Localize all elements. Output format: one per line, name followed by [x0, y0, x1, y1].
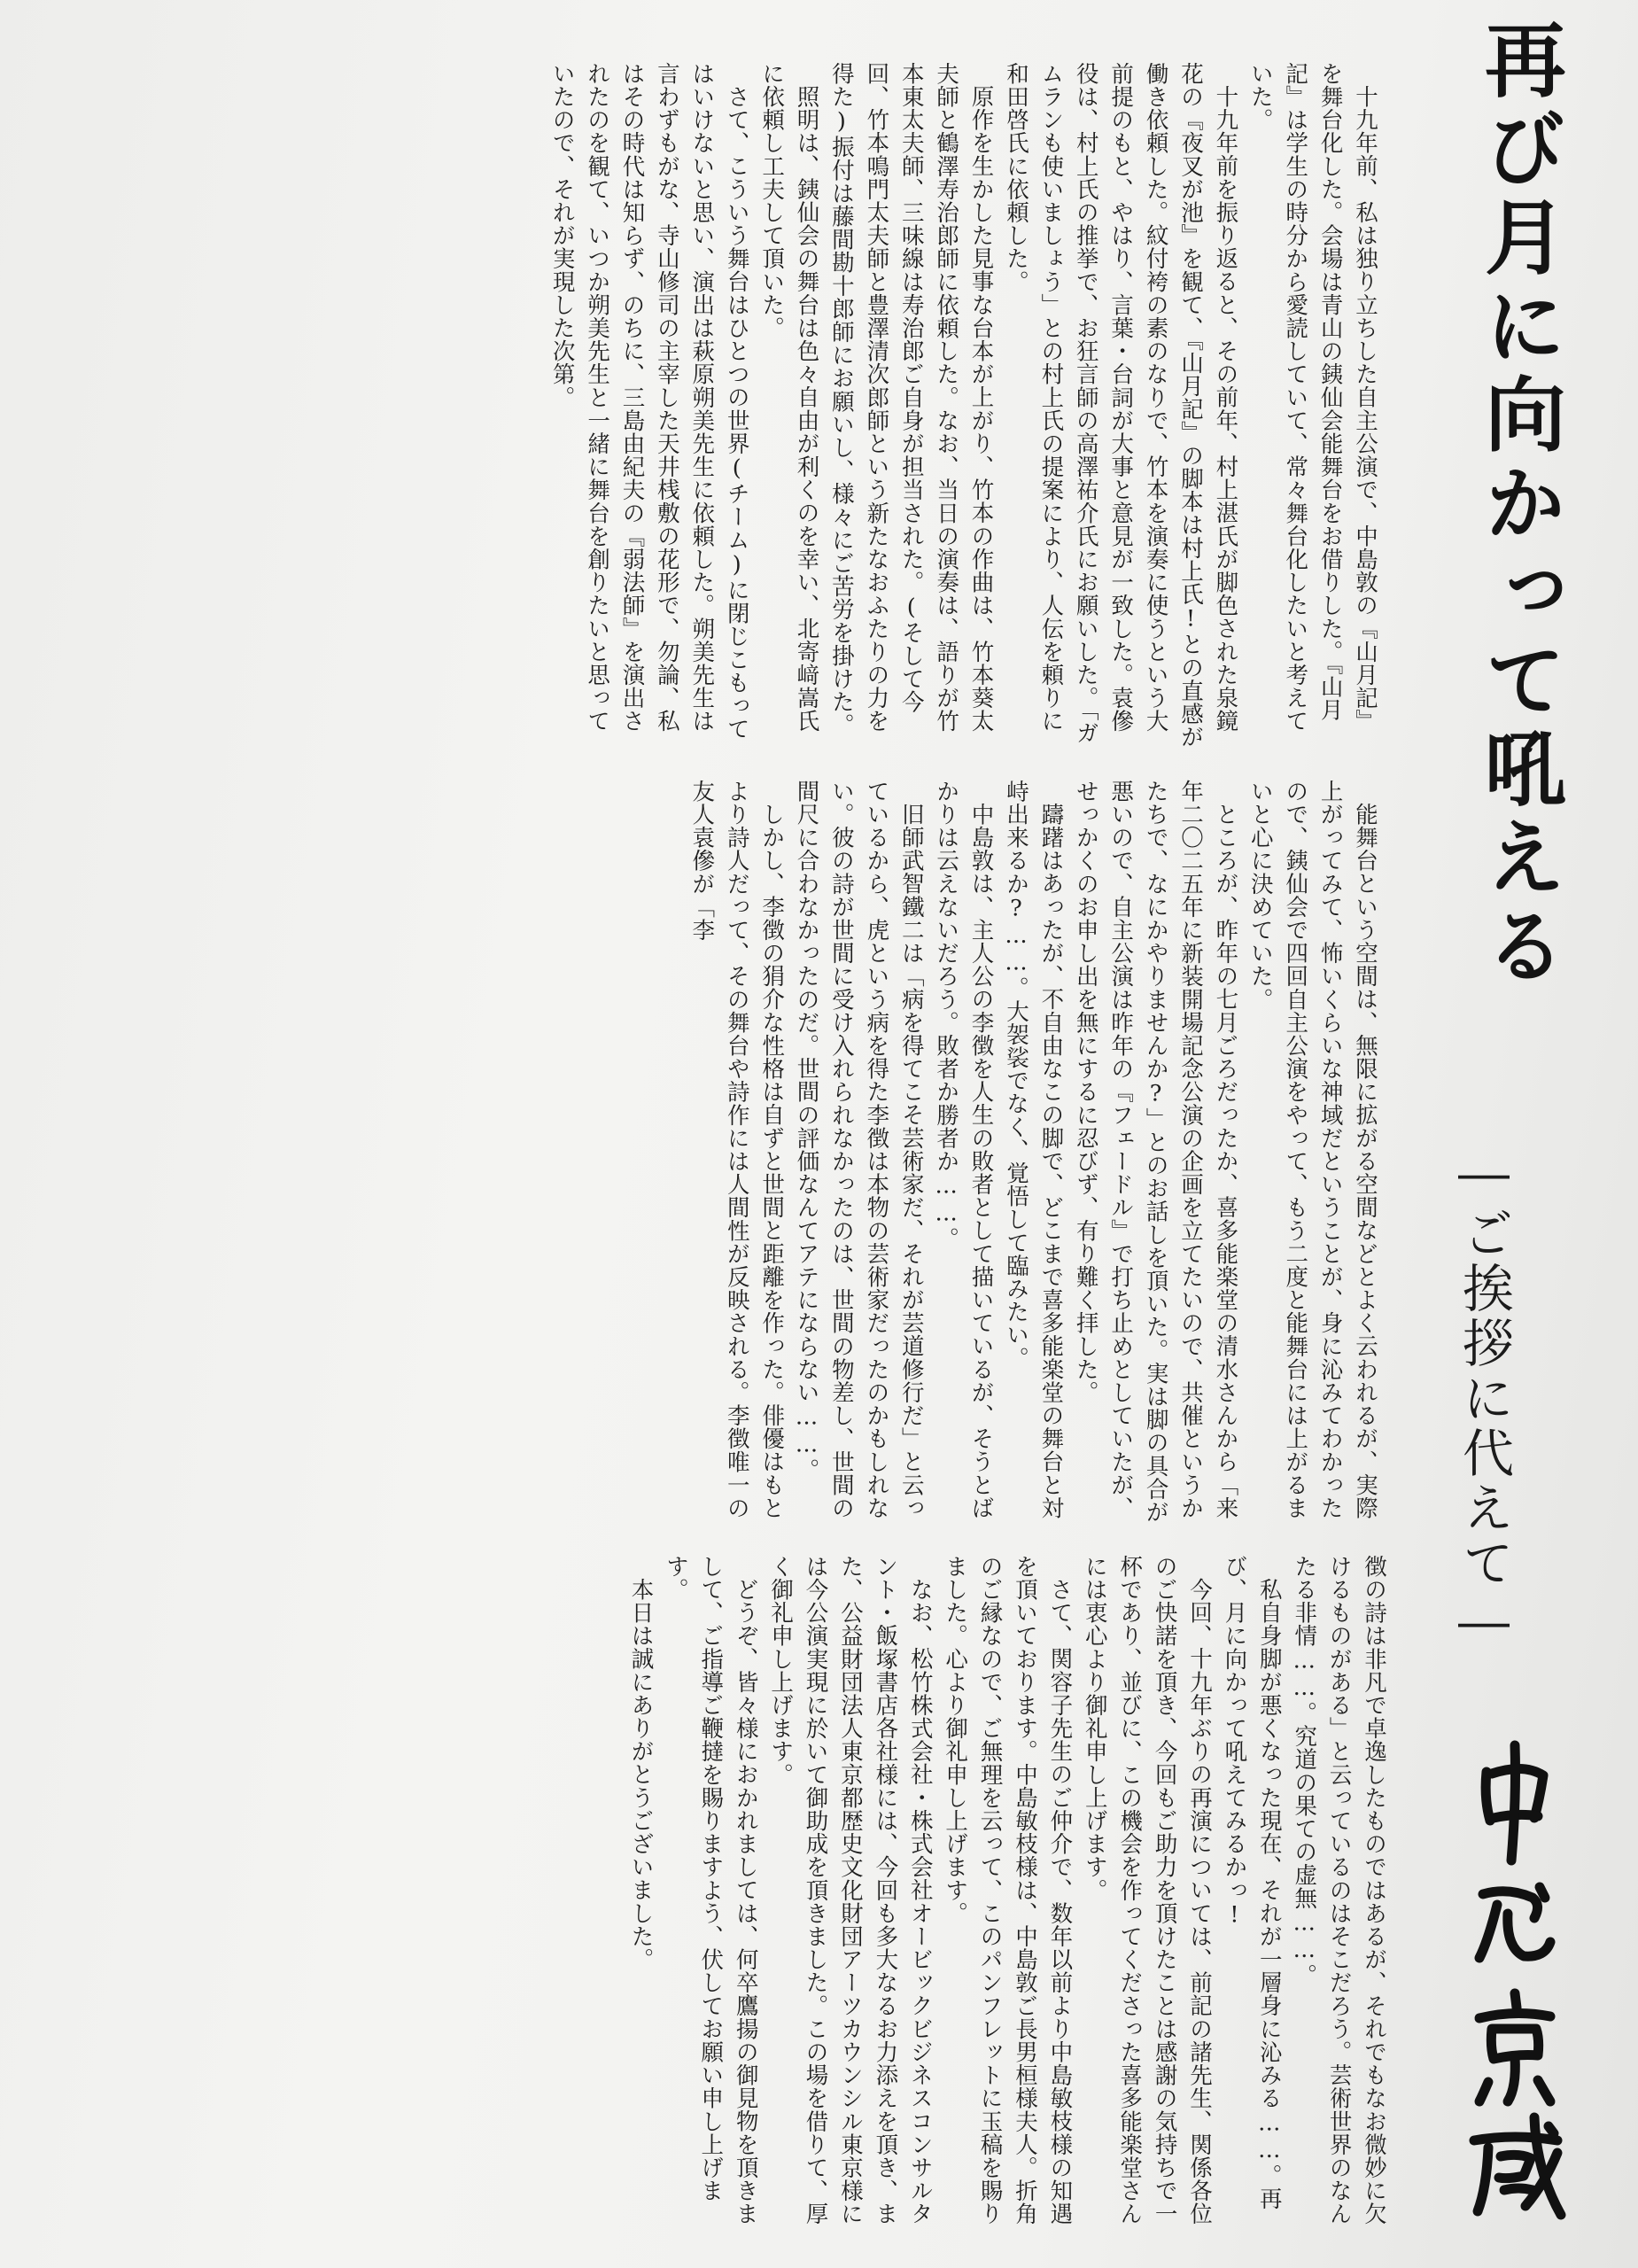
paragraph: 十九年前を振り返ると、その前年、村上湛氏が脚色された泉鏡花の『夜叉が池』を観て、『山月記』の脚本は村上氏!との直感が働き依頼した。紋付袴の素のなりで、竹本を演奏に使うという大前提のもと、やはり、言葉・台詞が大事と意見が一致した。袁傪役は、村上氏の推挙で、お狂言師の高澤祐介氏にお願いした。「ガムランも使いましょう」との村上氏の提案により、人伝を頼りに和田啓氏に依頼した。 — [1002, 62, 1239, 749]
essay-text-top-tier — [62, 62, 1382, 753]
paragraph: 照明は、銕仙会の舞台は色々自由が利くのを幸い、北寄﨑嵩氏に依頼し工夫して頂いた。 — [758, 62, 820, 733]
paragraph: 能舞台という空間は、無限に拡がる空間などとよく云われるが、実際上がってみて、怖いくらいな神域だということが、身に沁みてわかったので、銕仙会で四回自主公演をやって、もう二度と能舞台には上がるまいと心に決めていた。 — [1246, 780, 1378, 1520]
paragraph: 原作を生かした見事な台本が上がり、竹本の作曲は、竹本葵太夫師と鶴澤寿治郎師に依頼した。なお、当日の演奏は、語りが竹本東太夫師、三味線は寿治郎ご自身が担当された。(そして今回、竹本鳴門太夫師と豊澤清次郎師という新たなおふたりの力を得た)振付は藤間勘十郎師にお願いし、様々にご苦労を掛けた。 — [827, 62, 995, 737]
essay-title: 再び月に向かって吼える — [1471, 18, 1567, 992]
essay-text-middle-tier — [62, 780, 1382, 1533]
paragraph: ところが、昨年の七月ごろだったか、喜多能楽堂の清水さんから「来年二〇二五年に新装開場記念公演の企画を立てたいので、共催というかたちで、なにかやりませんか?」とのお話しを頂いた。実は脚の具合が悪いので、自主公演は昨年の『フェードル』で打ち止めとしていたが、せっかくのお申し出を無にするに忍びず、有り難く拝した。 — [1072, 780, 1239, 1524]
paragraph: 今回、十九年ぶりの再演については、前記の諸先生、関係各位のご快諾を頂き、今回もご助力を頂けたことは感謝の気持ちで一杯であり、並びに、この機会を作ってくださった喜多能楽堂さんには衷心より御礼申し上げます。 — [1081, 1555, 1213, 2225]
paragraph: 躊躇はあったが、不自由なこの脚で、どこまで喜多能楽堂の舞台と対峙出来るか?……。大袈裟でなく、覚悟して臨みたい。 — [1002, 780, 1065, 1519]
paragraph: さて、こういう舞台はひとつの世界(チーム)に閉じこもってはいけないと思い、演出は萩原朔美先生に依頼した。朔美先生は言わずもがな、寺山修司の主宰した天井桟敷の花形で、勿論、私はその時代は知らず、のちに、三島由紀夫の『弱法師』を演出されたのを観て、いつか朔美先生と一緒に舞台を創りたいと思っていたので、それが実現した次第。 — [548, 62, 750, 741]
author-signature — [1453, 1736, 1577, 2233]
paragraph: どうぞ、皆々様におかれましては、何卒鷹揚の御見物を頂きまして、ご指導ご鞭撻を賜りますよう、伏してお願い申し上げます。 — [662, 1555, 759, 2225]
essay-text-bottom-tier — [89, 1555, 1391, 2246]
paragraph: しかし、李徴の狷介な性格は自ずと世間と距離を作った。俳優はもとより詩人だって、その舞台や詩作には人間性が反映される。李徴唯一の友人袁傪が「李 — [688, 780, 786, 1520]
paragraph: 徴の詩は非凡で卓逸したものではあるが、それでもなお微妙に欠けるものがある」と云っているのはそこだろう。芸術世界のなんたる非情……。究道の果ての虚無……。 — [1291, 1555, 1387, 2225]
paragraph: 十九年前、私は独り立ちした自主公演で、中島敦の『山月記』を舞台化した。会場は青山の銕仙会能舞台をお借りした。『山月記』は学生の時分から愛読していて、常々舞台化したいと考えていた。 — [1246, 62, 1378, 733]
paragraph: 本日は誠にありがとうございました。 — [627, 1577, 655, 1971]
essay-subtitle: ―ご挨拶に代えて― — [1454, 1143, 1514, 1655]
paragraph: 中島敦は、主人公の李徴を人生の敗者として描いているが、そうとばかりは云えないだろう。敗者か勝者か……。 — [933, 780, 995, 1519]
paragraph: なお、松竹株式会社・株式会社オービックビジネスコンサルタント・飯塚書店各社様には、今回も多大なるお力添えを頂き、また、公益財団法人東京都歴史文化財団アーツカウンシル東京様には今公演実現に於いて御助成を頂きました。この場を借りて、厚く御礼申し上げます。 — [767, 1555, 934, 2225]
paragraph: 私自身脚が悪くなった現在、それが一層身に沁みる……。再び、月に向かって吼えてみるかっ! — [1221, 1555, 1283, 2210]
paragraph: さて、関容子先生のご仲介で、数年以前より中島敏枝様の知遇を頂いております。中島敏枝様は、中島敦ご長男桓様夫人。折角のご縁なので、ご無理を云って、このパンフレットに玉稿を賜りました。心より御礼申し上げます。 — [942, 1555, 1074, 2225]
paragraph: 旧師武智鐵二は「病を得てこそ芸術家だ、それが芸道修行だ」と云っているから、虎という病を得た李徴は本物の芸術家だったのかもしれない。彼の詩が世間に受け入れられなかったのは、世間の物差し、世間の間尺に合わなかったのだ。世間の評価なんてアテにならない……。 — [793, 780, 925, 1520]
